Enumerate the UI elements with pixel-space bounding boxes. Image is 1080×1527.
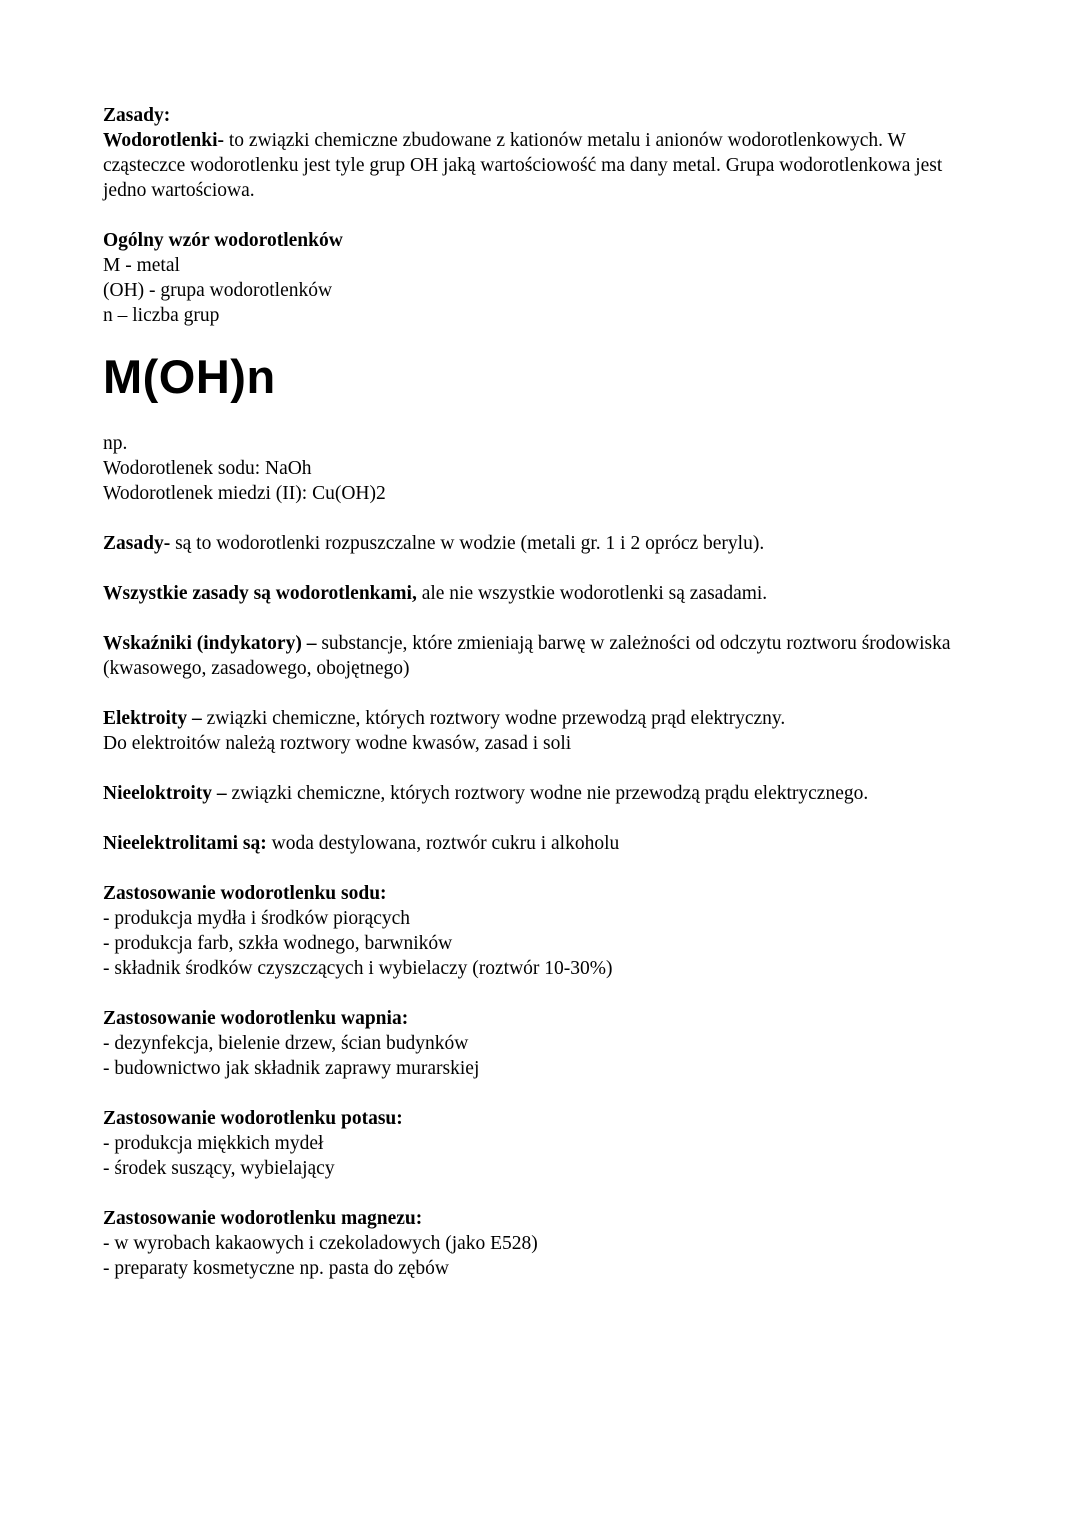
applications-potassium-item: - środek suszący, wybielający — [103, 1158, 335, 1179]
definition-nieelektrolity-term: Nieelektrolitami są: — [103, 833, 267, 854]
definition-nieelektroity-text: związki chemiczne, których roztwory wodne nie przewodzą prądu elektrycznego. — [226, 783, 869, 804]
definition-elektroity — [103, 706, 976, 756]
definition-elektroity-extra: Do elektroitów należą roztwory wodne kwasów, zasad i soli — [103, 733, 572, 754]
definition-wskazniki-term: Wskaźniki (indykatory) – — [103, 633, 317, 654]
definition-wskazniki — [103, 631, 976, 681]
applications-potassium-title — [103, 1106, 976, 1131]
definition-wskazniki-text: substancje, które zmieniają barwę w zależności od odczytu roztworu środowiska (kwasowego, zasadowego, obojętnego) — [103, 633, 951, 679]
applications-sodium-item: - produkcja farb, szkła wodnego, barwników — [103, 933, 453, 954]
applications-magnesium-item: - w wyrobach kakaowych i czekoladowych (jako E528) — [103, 1233, 538, 1254]
intro-term: Wodorotlenki- — [103, 130, 224, 151]
formula-section-title — [103, 228, 976, 253]
formula-section-title-text: Ogólny wzór wodorotlenków — [103, 230, 343, 251]
formula-legend-metal: M - metal — [103, 255, 180, 276]
example-cuoh2: Wodorotlenek miedzi (II): Cu(OH)2 — [103, 483, 386, 504]
definition-nieelektrolity — [103, 831, 976, 856]
applications-magnesium-item: - preparaty kosmetyczne np. pasta do zębów — [103, 1258, 449, 1279]
applications-magnesium-title-text: Zastosowanie wodorotlenku magnezu: — [103, 1208, 423, 1229]
formula-legend-n: n – liczba grup — [103, 305, 220, 326]
applications-magnesium — [103, 1206, 976, 1281]
applications-sodium-item: - produkcja mydła i środków piorących — [103, 908, 411, 929]
definition-elektroity-main — [103, 706, 976, 731]
formula-heading: M(OH)n — [103, 350, 276, 403]
formula-legend-oh-group: (OH) - grupa wodorotlenków — [103, 280, 333, 301]
applications-sodium-title — [103, 881, 976, 906]
applications-calcium-item: - budownictwo jak składnik zaprawy murarskiej — [103, 1058, 480, 1079]
intro-paragraph — [103, 103, 976, 203]
applications-sodium — [103, 881, 976, 981]
applications-calcium-title — [103, 1006, 976, 1031]
examples-label: np. — [103, 433, 128, 454]
definition-wszystkie-zasady-text: ale nie wszystkie wodorotlenki są zasadami. — [416, 583, 768, 604]
definition-zasady — [103, 531, 976, 556]
definition-nieelektroity — [103, 781, 976, 806]
definition-elektroity-text: związki chemiczne, których roztwory wodne przewodzą prąd elektryczny. — [201, 708, 786, 729]
examples-section — [103, 431, 976, 506]
applications-potassium-item: - produkcja miękkich mydeł — [103, 1133, 324, 1154]
intro-heading — [103, 103, 976, 128]
definition-wszystkie-zasady — [103, 581, 976, 606]
intro-definition: to związki chemiczne zbudowane z kationów metalu i anionów wodorotlenkowych. W cząsteczce wodorotlenku jest tyle grup OH jaką wartościowość ma dany metal. Grupa wodorotlenkowa jest jedno wartościowa. — [103, 130, 943, 201]
definition-nieelektrolity-text: woda destylowana, roztwór cukru i alkoholu — [266, 833, 620, 854]
intro-body — [103, 128, 976, 203]
definition-zasady-text: są to wodorotlenki rozpuszczalne w wodzie (metali gr. 1 i 2 oprócz berylu). — [170, 533, 765, 554]
definition-wszystkie-zasady-term: Wszystkie zasady są wodorotlenkami, — [103, 583, 417, 604]
applications-calcium-item: - dezynfekcja, bielenie drzew, ścian budynków — [103, 1033, 469, 1054]
intro-heading-text: Zasady: — [103, 105, 171, 126]
applications-potassium-title-text: Zastosowanie wodorotlenku potasu: — [103, 1108, 403, 1129]
example-naoh: Wodorotlenek sodu: NaOh — [103, 458, 312, 479]
applications-potassium — [103, 1106, 976, 1181]
definition-zasady-term: Zasady- — [103, 533, 171, 554]
applications-sodium-title-text: Zastosowanie wodorotlenku sodu: — [103, 883, 387, 904]
applications-calcium — [103, 1006, 976, 1081]
formula-section — [103, 228, 976, 328]
applications-sodium-item: - składnik środków czyszczących i wybielaczy (roztwór 10-30%) — [103, 958, 613, 979]
definition-elektroity-term: Elektroity – — [103, 708, 202, 729]
applications-magnesium-title — [103, 1206, 976, 1231]
applications-calcium-title-text: Zastosowanie wodorotlenku wapnia: — [103, 1008, 409, 1029]
definition-nieelektroity-term: Nieeloktroity – — [103, 783, 227, 804]
